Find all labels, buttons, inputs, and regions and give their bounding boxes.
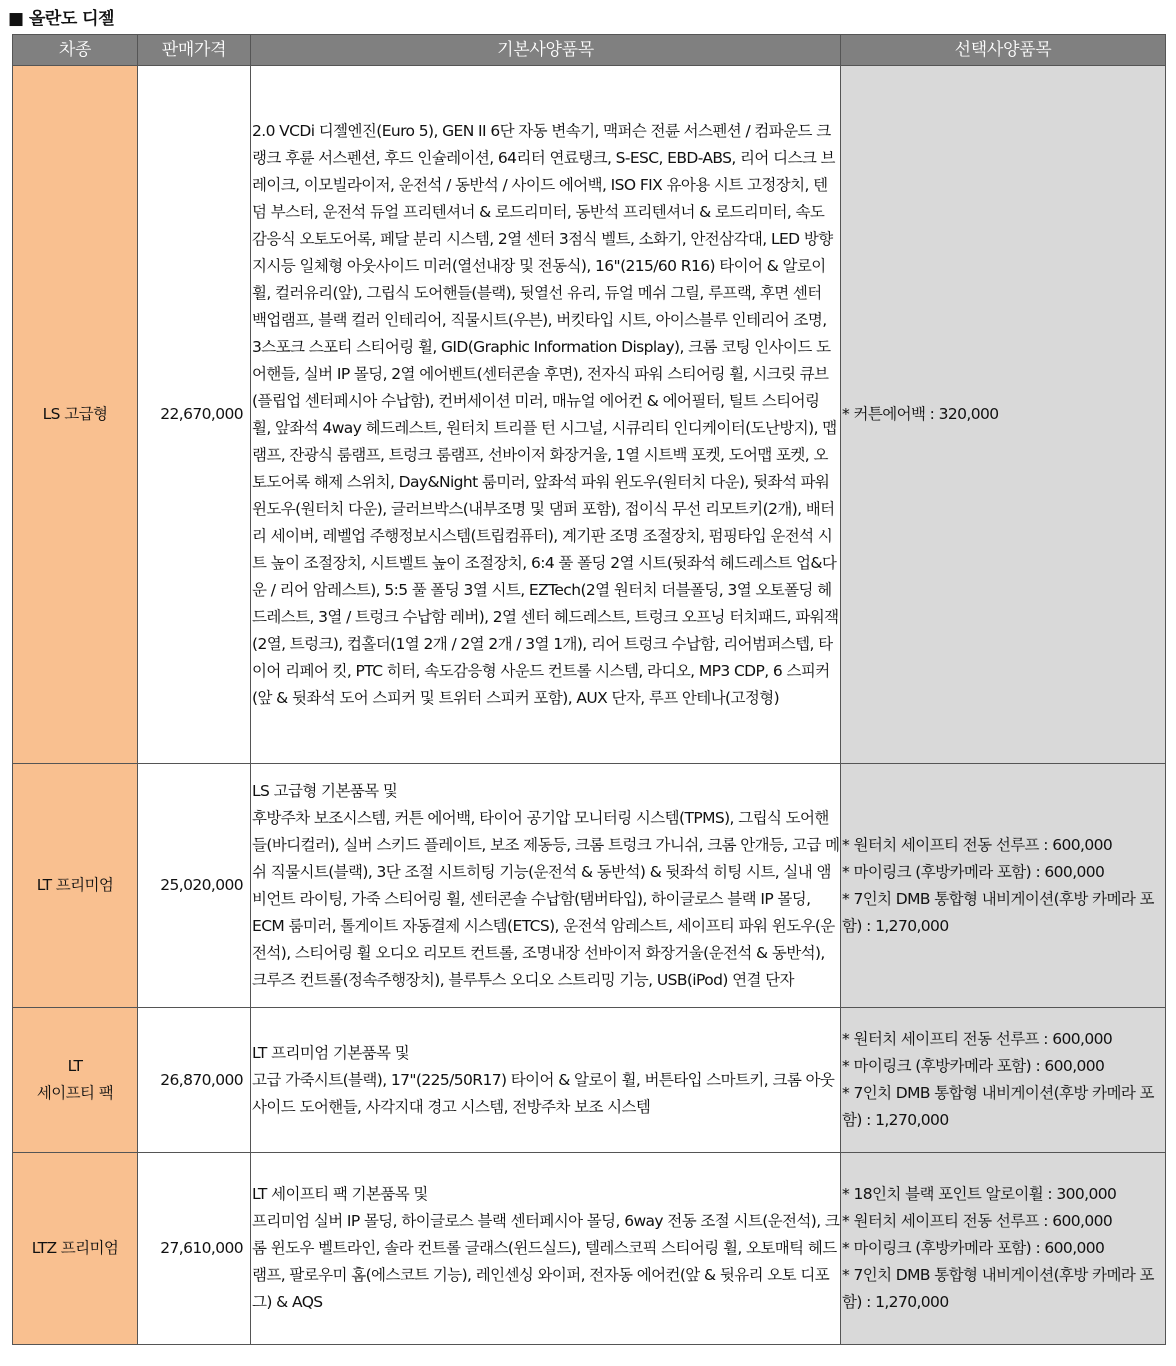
header-basic: 기본사양품목	[251, 35, 841, 66]
basic-spec-cell: LT 프리미엄 기본품목 및 고급 가죽시트(블랙), 17"(225/50R17) 타이어 & 알로이 휠, 버튼타입 스마트키, 크롬 아웃사이드 도어핸들, 사각지대 경고 시스템, 전방주차 보조 시스템	[251, 1008, 841, 1153]
table-row	[13, 1153, 1166, 1345]
price-cell: 26,870,000	[138, 1008, 251, 1153]
header-price: 판매가격	[138, 35, 251, 66]
table-row	[13, 764, 1166, 1008]
option-line: * 마이링크 (후방카메라 포함) : 600,000	[842, 1239, 1105, 1257]
table-row	[13, 66, 1166, 764]
basic-spec-cell: 2.0 VCDi 디젤엔진(Euro 5), GEN II 6단 자동 변속기, 맥퍼슨 전륜 서스펜션 / 컴파운드 크랭크 후륜 서스펜션, 후드 인슐레이션, 64리터 연료탱크, S-ESC, EBD-ABS, 리어 디스크 브레이크, 이모빌라이저, 운전석 / 동반석 / 사이드 에어백, ISO FIX 유아용 시트 고정장치, 텐덤 부스터, 운전석 듀얼 프리텐셔너 & 로드리미터, 동반석 프리텐셔너 & 로드리미터, 속도 감응식 오토도어록, 페달 분리 시스템, 2열 센터 3점식 벨트, 소화기, 안전삼각대, LED 방향지시등 일체형 아웃사이드 미러(열선내장 및 전동식), 16"(215/60 R16) 타이어 & 알로이 휠, 컬러유리(앞), 그립식 도어핸들(블랙), 뒷열선 유리, 듀얼 메쉬 그릴, 루프랙, 후면 센터 백업램프, 블랙 컬러 인테리어, 직물시트(우븐), 버킷타입 시트, 아이스블루 인테리어 조명, 3스포크 스포티 스티어링 휠, GID(Graphic Information Display), 크롬 코팅 인사이드 도어핸들, 실버 IP 몰딩, 2열 에어벤트(센터콘솔 후면), 전자식 파워 스티어링 휠, 시크릿 큐브(플립업 센터페시아 수납함), 컨버세이션 미러, 매뉴얼 에어컨 & 에어필터, 틸트 스티어링 휠, 앞좌석 4way 헤드레스트, 원터치 트리플 턴 시그널, 시큐리티 인디케이터(도난방지), 맵램프, 잔광식 룸램프, 트렁크 룸램프, 선바이저 화장거울, 1열 시트백 포켓, 도어맵 포켓, 오토도어록 해제 스위치, Day&Night 룸미러, 앞좌석 파워 윈도우(원터치 다운), 뒷좌석 파워 윈도우(원터치 다운), 글러브박스(내부조명 및 댐퍼 포함), 접이식 무선 리모트키(2개), 배터리 세이버, 레벨업 주행정보시스템(트립컴퓨터), 계기판 조명 조절장치, 펌핑타입 운전석 시트 높이 조절장치, 시트벨트 높이 조절장치, 6:4 풀 폴딩 2열 시트(뒷좌석 헤드레스트 업&다운 / 리어 암레스트), 5:5 풀 폴딩 3열 시트, EZTech(2열 원터치 더블폴딩, 3열 오토폴딩 헤드레스트, 3열 / 트렁크 수납함 레버), 2열 센터 헤드레스트, 트렁크 오프닝 터치패드, 파워잭(2열, 트렁크), 컵홀더(1열 2개 / 2열 2개 / 3열 1개), 리어 트렁크 수납함, 리어범퍼스텝, 타이어 리페어 킷, PTC 히터, 속도감응형 사운드 컨트롤 시스템, 라디오, MP3 CDP, 6 스피커(앞 & 뒷좌석 도어 스피커 및 트위터 스피커 포함), AUX 단자, 루프 안테나(고정형)	[251, 66, 841, 764]
option-line: * 커튼에어백 : 320,000	[842, 405, 999, 423]
option-cell	[841, 66, 1166, 764]
model-cell: LTZ 프리미엄	[13, 1153, 138, 1345]
price-cell: 25,020,000	[138, 764, 251, 1008]
option-line: * 7인치 DMB 통합형 내비게이션(후방 카메라 포함) : 1,270,000	[842, 1084, 1154, 1129]
model-cell: LT 프리미엄	[13, 764, 138, 1008]
option-line: * 18인치 블랙 포인트 알로이휠 : 300,000	[842, 1185, 1117, 1203]
table-header-row	[13, 35, 1166, 66]
model-cell: LS 고급형	[13, 66, 138, 764]
header-model: 차종	[13, 35, 138, 66]
model-cell: LT 세이프티 팩	[13, 1008, 138, 1153]
option-line: * 원터치 세이프티 전동 선루프 : 600,000	[842, 1212, 1113, 1230]
option-line: * 원터치 세이프티 전동 선루프 : 600,000	[842, 1030, 1113, 1048]
basic-spec-cell: LT 세이프티 팩 기본품목 및 프리미엄 실버 IP 몰딩, 하이글로스 블랙 센터페시아 몰딩, 6way 전동 조절 시트(운전석), 크롬 윈도우 벨트라인, 솔라 컨트롤 글래스(윈드실드), 텔레스코픽 스티어링 휠, 오토매틱 헤드램프, 팔로우미 홈(에스코트 기능), 레인센싱 와이퍼, 전자동 에어컨(앞 & 뒷유리 오토 디포그) & AQS	[251, 1153, 841, 1345]
option-line: * 마이링크 (후방카메라 포함) : 600,000	[842, 1057, 1105, 1075]
header-options: 선택사양품목	[841, 35, 1166, 66]
option-line: * 원터치 세이프티 전동 선루프 : 600,000	[842, 835, 1113, 854]
option-cell	[841, 1008, 1166, 1153]
option-cell	[841, 764, 1166, 1008]
option-line: * 7인치 DMB 통합형 내비게이션(후방 카메라 포함) : 1,270,000	[842, 889, 1154, 935]
spec-table	[12, 34, 1166, 1345]
option-line: * 7인치 DMB 통합형 내비게이션(후방 카메라 포함) : 1,270,000	[842, 1266, 1154, 1311]
page-title: ■ 올란도 디젤	[8, 9, 115, 29]
basic-spec-cell: LS 고급형 기본품목 및 후방주차 보조시스템, 커튼 에어백, 타이어 공기압 모니터링 시스템(TPMS), 그립식 도어핸들(바디컬러), 실버 스키드 플레이트, 보조 제동등, 크롬 트렁크 가니쉬, 크롬 안개등, 고급 메쉬 직물시트(블랙), 3단 조절 시트히팅 기능(운전석 & 동반석) & 뒷좌석 히팅 시트, 실내 앰비언트 라이팅, 가죽 스티어링 휠, 센터콘솔 수납함(탬버타입), 하이글로스 블랙 IP 몰딩, ECM 룸미러, 톨게이트 자동결제 시스템(ETCS), 운전석 암레스트, 세이프티 파워 윈도우(운전석), 스티어링 휠 오디오 리모트 컨트롤, 조명내장 선바이저 화장거울(운전석 & 동반석), 크루즈 컨트롤(정속주행장치), 블루투스 오디오 스트리밍 기능, USB(iPod) 연결 단자	[251, 764, 841, 1008]
price-cell: 27,610,000	[138, 1153, 251, 1345]
option-line: * 마이링크 (후방카메라 포함) : 600,000	[842, 862, 1105, 881]
table-row	[13, 1008, 1166, 1153]
price-cell: 22,670,000	[138, 66, 251, 764]
option-cell	[841, 1153, 1166, 1345]
